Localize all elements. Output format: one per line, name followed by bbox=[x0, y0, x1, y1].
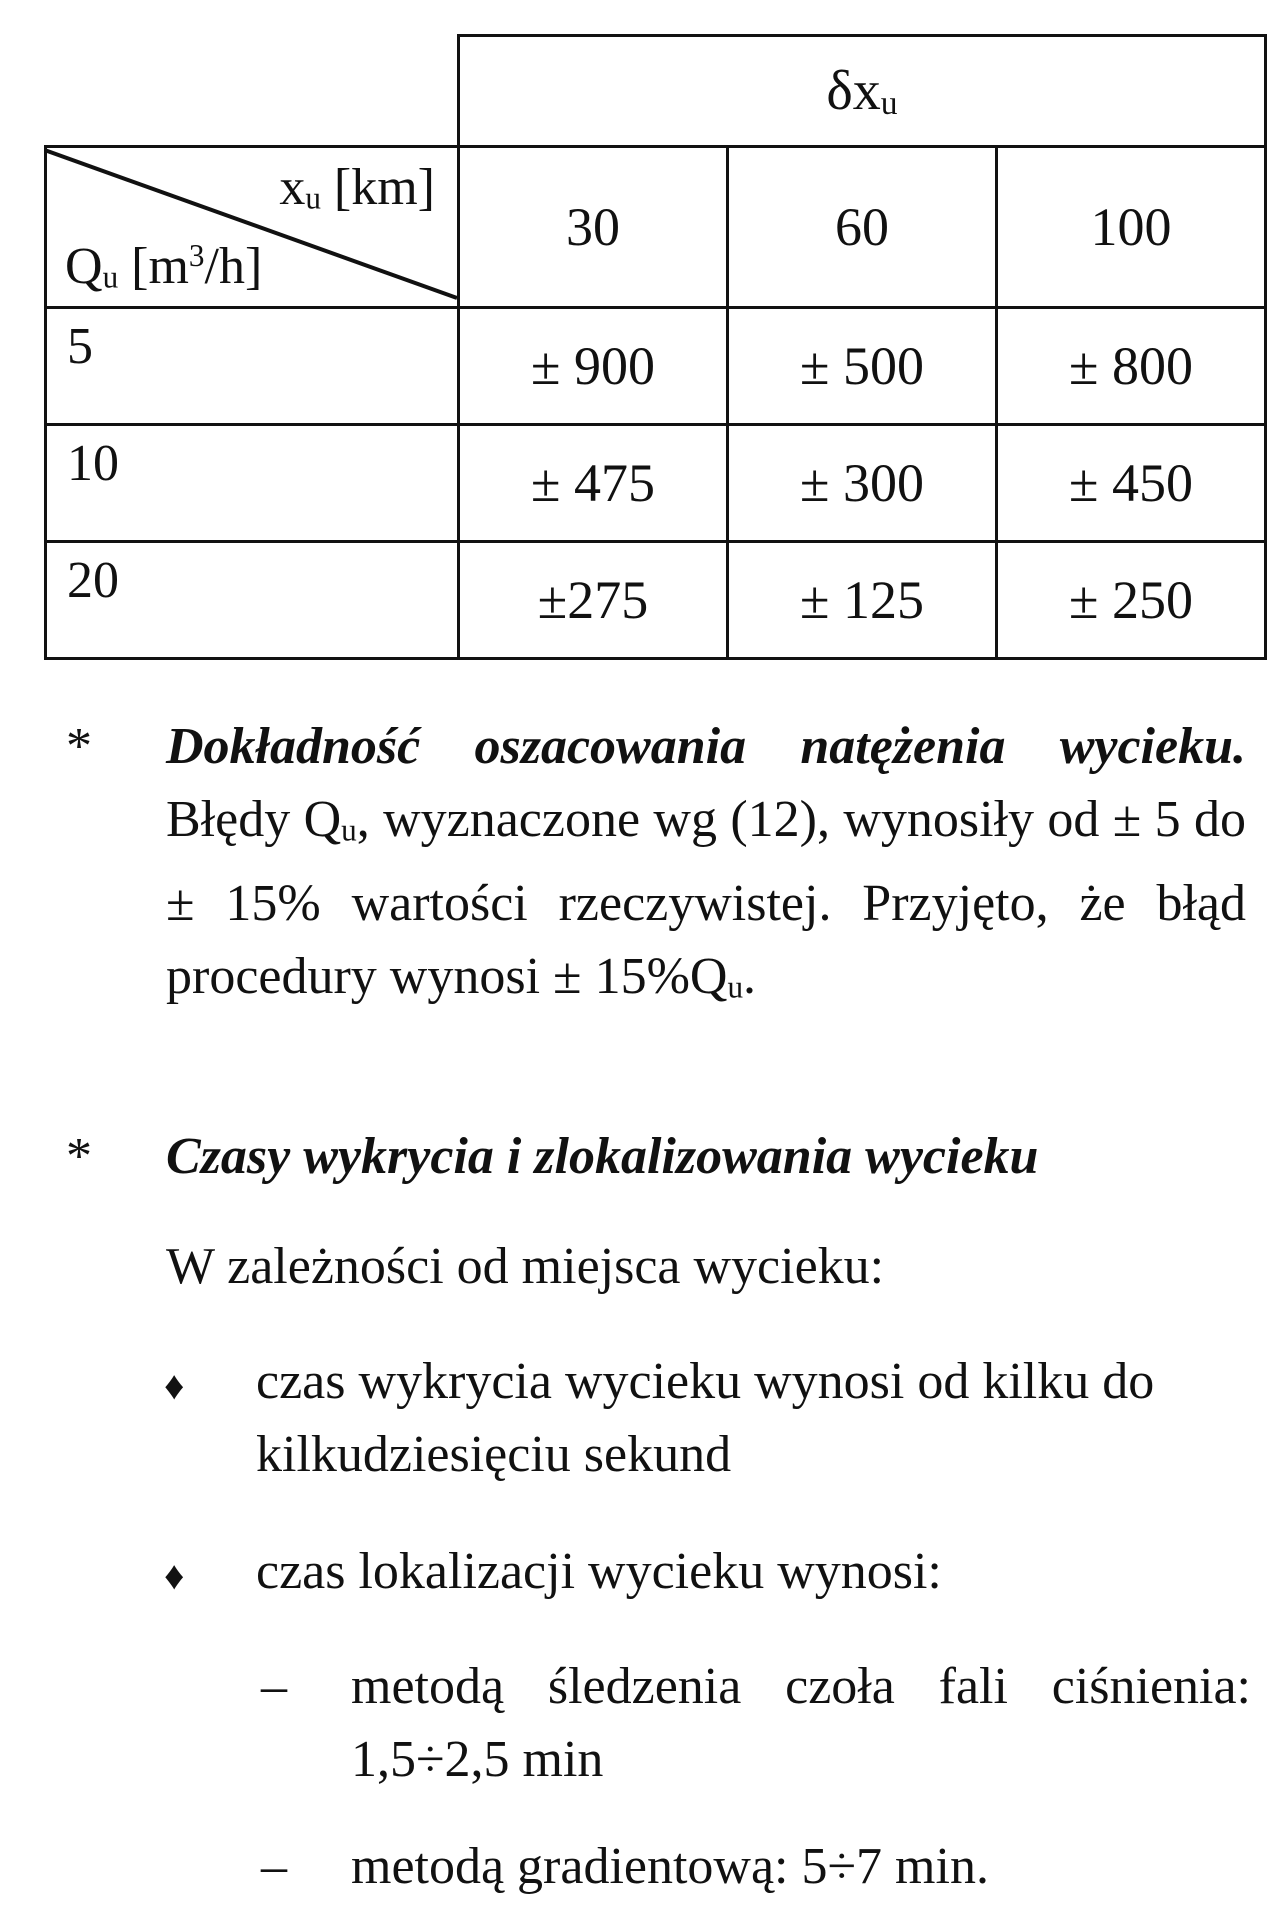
column-header: 100 bbox=[997, 147, 1266, 308]
accuracy-table bbox=[44, 34, 1267, 660]
row-label: 20 bbox=[46, 542, 459, 659]
sub-list-item-text: metodą śledzenia czoła fali ciśnienia: 1,5÷2,5 min bbox=[351, 1658, 1251, 1788]
dash-bullet: – bbox=[261, 1838, 287, 1895]
diamond-bullet: ♦ bbox=[164, 1553, 185, 1598]
row-label: 10 bbox=[46, 425, 459, 542]
times-title: Czasy wykrycia i zlokalizowania wycieku bbox=[166, 1128, 1039, 1185]
table-cell: ± 300 bbox=[728, 425, 997, 542]
table-cell: ± 800 bbox=[997, 308, 1266, 425]
list-item-text: czas lokalizacji wycieku wynosi: bbox=[256, 1543, 942, 1600]
table-cell: ± 900 bbox=[459, 308, 728, 425]
accuracy-text: Dokładność oszacowania natężenia wycieku. Błędy $Q_u$, wyznaczone wg (12), wynosiły od ± 5 do ± 15% wartości rzeczywistej. Przyjęto, że błąd procedury wynosi ± $15\%Q_u$. bbox=[166, 718, 1246, 1005]
accuracy-paragraph bbox=[66, 710, 1246, 1023]
column-header: 60 bbox=[728, 147, 997, 308]
flow-header: $Q_u$ $[m^3/h]$ bbox=[65, 237, 263, 295]
table-cell: ± 450 bbox=[997, 425, 1266, 542]
diagonal-header-cell bbox=[46, 147, 459, 308]
delta-x-header: $\delta x_u$ bbox=[459, 36, 1266, 147]
table-cell: ±275 bbox=[459, 542, 728, 659]
table-row bbox=[46, 308, 1266, 425]
table-cell: ± 250 bbox=[997, 542, 1266, 659]
table-blank-corner bbox=[46, 36, 459, 147]
column-header: 30 bbox=[459, 147, 728, 308]
asterisk-bullet: * bbox=[66, 1128, 92, 1185]
accuracy-title: Dokładność oszacowania natężenia wycieku. bbox=[166, 718, 1246, 775]
table-row bbox=[46, 542, 1266, 659]
asterisk-bullet: * bbox=[66, 718, 92, 775]
sub-list-item-text: metodą gradientową: 5÷7 min. bbox=[351, 1838, 989, 1895]
dash-bullet: – bbox=[261, 1658, 287, 1715]
times-intro: W zależności od miejsca wycieku: bbox=[166, 1238, 885, 1295]
table-cell: ± 475 bbox=[459, 425, 728, 542]
times-section bbox=[66, 1120, 1246, 1193]
diamond-bullet: ♦ bbox=[164, 1363, 185, 1408]
row-label: 5 bbox=[46, 308, 459, 425]
list-item-text: czas wykrycia wycieku wynosi od kilku do kilkudziesięciu sekund bbox=[256, 1353, 1155, 1483]
table-cell: ± 125 bbox=[728, 542, 997, 659]
table-row bbox=[46, 425, 1266, 542]
distance-header: $x_u$ [km] bbox=[279, 159, 435, 216]
table-cell: ± 500 bbox=[728, 308, 997, 425]
